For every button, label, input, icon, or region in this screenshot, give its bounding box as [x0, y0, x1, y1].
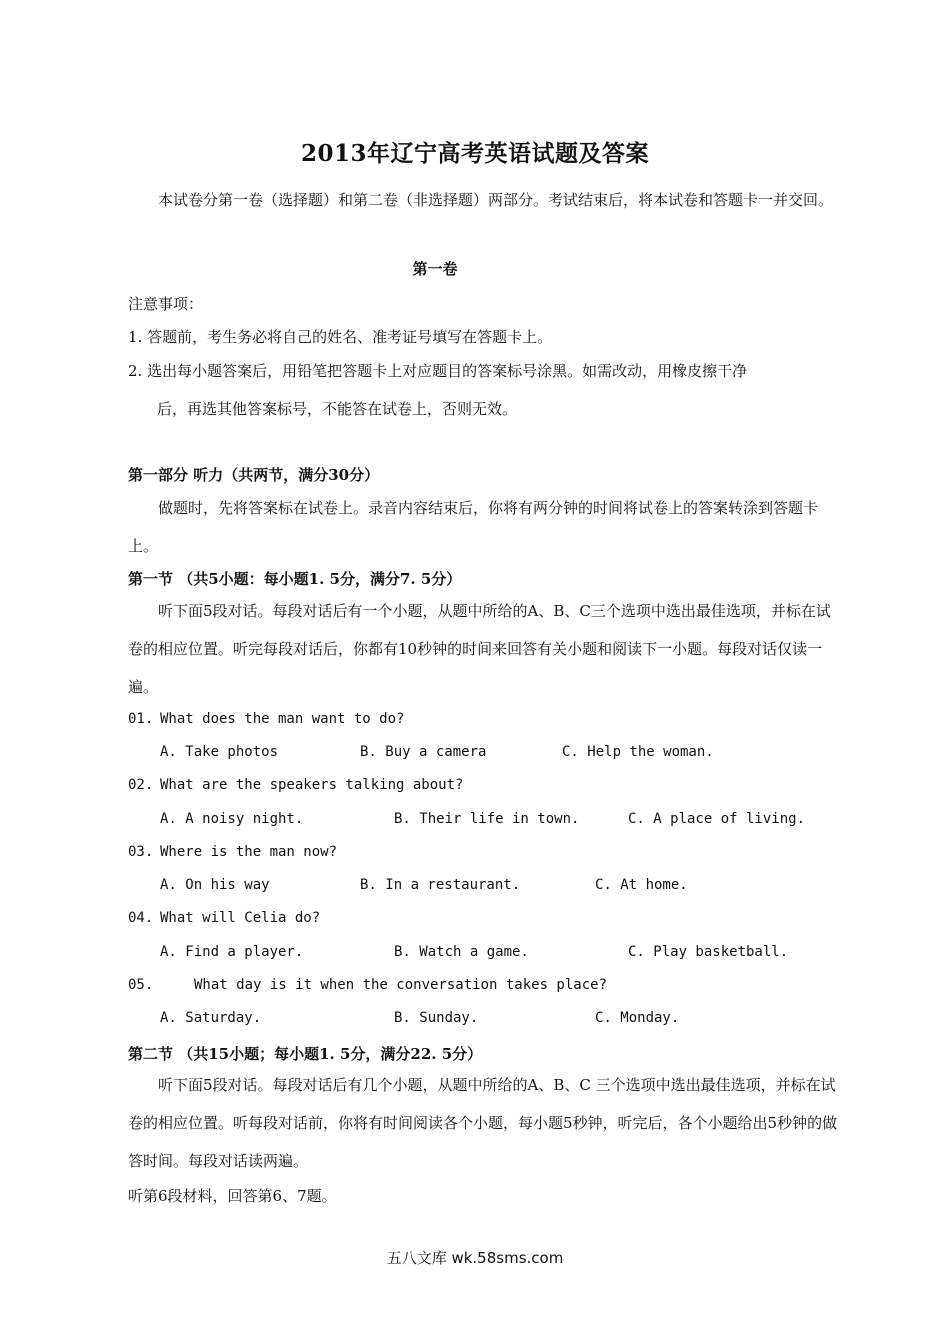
question-text: What day is it when the conversation takes place? — [194, 977, 608, 993]
option-a: A. Find a player. — [160, 944, 304, 960]
option-a: A. Take photos — [160, 744, 279, 760]
option-c: C. Help the woman. — [562, 744, 714, 760]
option-a: A. A noisy night. — [160, 811, 304, 827]
note-item: 1. 答题前，考生务必将自己的姓名、准考证号填写在答题卡上。 — [128, 328, 553, 346]
option-c: C. Play basketball. — [628, 944, 789, 960]
option-b: B. Watch a game. — [394, 944, 529, 960]
question-text: What are the speakers talking about? — [160, 777, 464, 793]
intro-paragraph: 本试卷分第一卷（选择题）和第二卷（非选择题）两部分。考试结束后，将本试卷和答题卡一并交回。 — [158, 191, 834, 209]
note-item: 2. 选出每小题答案后，用铅笔把答题卡上对应题目的答案标号涂黑。如需改动，用橡皮擦干净 — [128, 362, 748, 380]
question-number: 04. — [128, 910, 154, 926]
material-note: 听第6段材料，回答第6、7题。 — [128, 1187, 337, 1205]
section1-heading: 第一节 （共5小题：每小题1. 5分，满分7. 5分） — [128, 570, 462, 588]
question-number: 01. — [128, 711, 154, 727]
part1-instruction: 做题时，先将答案标在试卷上。录音内容结束后，你将有两分钟的时间将试卷上的答案转涂到答题卡上。 — [128, 499, 819, 555]
section2-heading: 第二节 （共15小题；每小题1. 5分，满分22. 5分） — [128, 1045, 483, 1063]
option-b: B. Sunday. — [394, 1010, 479, 1026]
note-item-continued: 后，再选其他答案标号，不能答在试卷上，否则无效。 — [157, 400, 518, 418]
volume-heading: 第一卷 — [412, 260, 458, 278]
option-a: A. Saturday. — [160, 1010, 262, 1026]
question-number: 03. — [128, 844, 154, 860]
question-number: 02. — [128, 777, 154, 793]
footer-watermark: 五八文库 wk.58sms.com — [386, 1249, 564, 1267]
question-text: Where is the man now? — [160, 844, 338, 860]
option-c: C. A place of living. — [628, 811, 806, 827]
option-c: C. At home. — [595, 877, 688, 893]
option-b: B. In a restaurant. — [360, 877, 521, 893]
question-text: What will Celia do? — [160, 910, 321, 926]
section2-instruction: 听下面5段对话。每段对话后有几个小题，从题中所给的A、B、C 三个选项中选出最佳选项，并标在试卷的相应位置。听每段对话前，你将有时间阅读各个小题，每小题5秒钟，听完后，各个小题给出5秒钟的做答时间。每段对话读两遍。 — [128, 1076, 838, 1170]
question-number: 05. — [128, 977, 154, 993]
option-a: A. On his way — [160, 877, 270, 893]
question-text: What does the man want to do? — [160, 711, 405, 727]
page-title: 2013年辽宁高考英语试题及答案 — [300, 140, 649, 167]
notes-heading: 注意事项： — [128, 295, 204, 313]
section1-instruction: 听下面5段对话。每段对话后有一个小题，从题中所给的A、B、C三个选项中选出最佳选项，并标在试卷的相应位置。听完每段对话后，你都有10秒钟的时间来回答有关小题和阅读下一小题。每段对话仅读一遍。 — [128, 602, 831, 696]
option-c: C. Monday. — [595, 1010, 680, 1026]
part1-heading: 第一部分 听力（共两节，满分30分） — [128, 466, 380, 484]
option-b: B. Their life in town. — [394, 811, 580, 827]
option-b: B. Buy a camera — [360, 744, 487, 760]
